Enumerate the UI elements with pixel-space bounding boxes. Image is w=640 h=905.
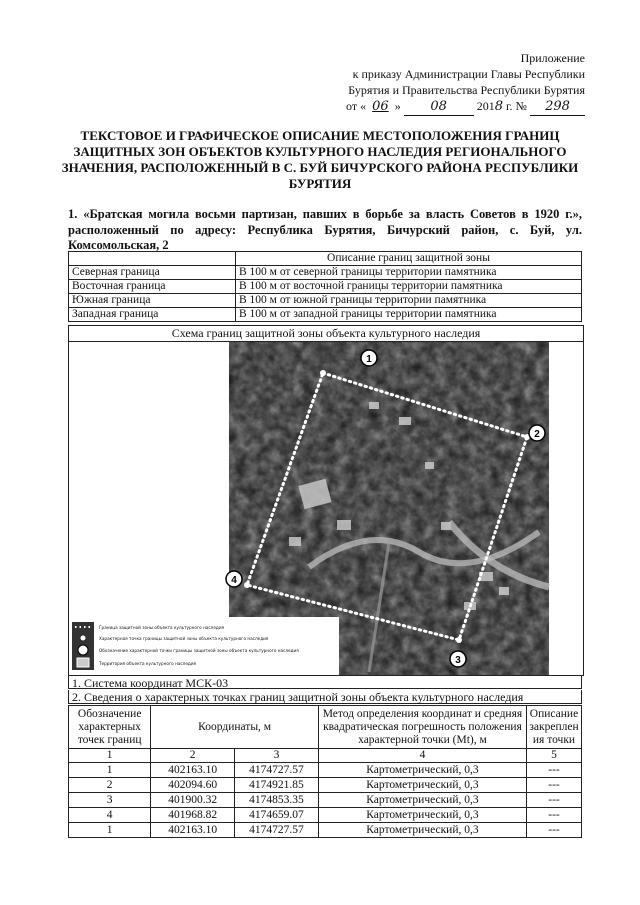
border-side: Северная граница [69, 266, 236, 280]
table-row: 3 401900.32 4174853.35 Картометрический, 0,3 --- [69, 793, 582, 808]
table-row: 1 402163.10 4174727.57 Картометрический, 0,3 --- [69, 823, 582, 838]
appendix-date: от « 06 » 08 2018 г. № 298 [346, 98, 585, 116]
legend-label-symbol [78, 645, 88, 655]
header-point-id: Обозначение характерных точек границ [69, 706, 151, 749]
legend-point-symbol [81, 636, 86, 641]
point-label: 3 [455, 655, 461, 666]
appendix-number: 298 [530, 99, 585, 116]
table-row [69, 294, 582, 308]
border-text: В 100 м от западной границы территории памятника [236, 308, 582, 322]
points-header-row [69, 706, 582, 749]
points-table [68, 705, 582, 838]
border-text: В 100 м от северной границы территории памятника [236, 266, 582, 280]
border-side: Восточная граница [69, 280, 236, 294]
point-label: 1 [366, 354, 372, 365]
border-side: Южная граница [69, 294, 236, 308]
border-side: Западная граница [69, 308, 236, 322]
point-label: 2 [534, 429, 540, 440]
points-section-title: 2. Сведения о характерных точках границ защитной зоны объекта культурного наследия [68, 690, 582, 704]
table-row [69, 266, 582, 280]
table-row: 2 402094.60 4174921.85 Картометрический, 0,3 --- [69, 778, 582, 793]
map-scheme [68, 341, 584, 676]
legend-territory-symbol [77, 658, 89, 667]
appendix-year-digit: 8 [494, 99, 503, 114]
column-numbers-row: 1 2 3 4 5 [69, 749, 582, 763]
borders-table [68, 251, 582, 322]
appendix-day: 06 [372, 99, 389, 114]
document-title: ТЕКСТОВОЕ И ГРАФИЧЕСКОЕ ОПИСАНИЕ МЕСТОПОЛОЖЕНИЯ ГРАНИЦ ЗАЩИТНЫХ ЗОН ОБЪЕКТОВ КУЛЬТУРНОГО НАСЛЕДИЯ РЕГИОНАЛЬНОГО ЗНАЧЕНИЯ, РАСПОЛОЖЕННЫЙ В С. БУЙ БИЧУРСКОГО РАЙОНА РЕСПУБЛИКИ БУРЯТИЯ [61, 128, 579, 191]
appendix-month: 08 [404, 99, 474, 116]
coord-system: 1. Система координат МСК-03 [68, 675, 582, 689]
legend-item: Граница защитной зоны объекта культурного наследия [99, 625, 225, 630]
satellite-map [69, 342, 583, 675]
appendix-line: Приложение [520, 51, 585, 65]
boundary-point [244, 582, 250, 588]
table-row: 4 401968.82 4174659.07 Картометрический, 0,3 --- [69, 808, 582, 823]
header-method: Метод определения координат и средняя квадратическая погрешность положения характерной точки (Mt), м [318, 706, 526, 749]
map-caption: Схема границ защитной зоны объекта культурного наследия [68, 325, 584, 341]
legend-item: Обозначение характерной точки границы защитной зоны объекта культурного наследия [99, 648, 299, 653]
legend-item: Территория объекта культурного наследия [99, 661, 197, 666]
object-heading: 1. «Братская могила восьми партизан, павших в борьбе за власть Советов в 1920 г.», расположенный по адресу: Республика Бурятия, Бичурский район, с. Буй, ул. Комсомольская, 2 [68, 207, 582, 252]
boundary-point [320, 370, 326, 376]
table-row [69, 308, 582, 322]
appendix-line: Бурятия и Правительства Республики Бурятия [348, 83, 585, 97]
border-text: В 100 м от восточной границы территории памятника [236, 280, 582, 294]
legend-item: Характерная точка границы защитной зоны объекта культурного наследия [99, 636, 269, 641]
appendix-block [346, 50, 585, 116]
borders-header-row [69, 252, 582, 266]
table-row [69, 280, 582, 294]
appendix-line: к приказу Администрации Главы Республики [352, 67, 585, 81]
table-row: 1 402163.10 4174727.57 Картометрический, 0,3 --- [69, 763, 582, 778]
boundary-point [456, 637, 462, 643]
header-coordinates: Координаты, м [151, 706, 319, 749]
border-text: В 100 м от южной границы территории памятника [236, 294, 582, 308]
point-label: 4 [231, 575, 237, 586]
header-description: Описание закреплен ия точки [526, 706, 581, 749]
borders-header: Описание границ защитной зоны [236, 252, 582, 266]
